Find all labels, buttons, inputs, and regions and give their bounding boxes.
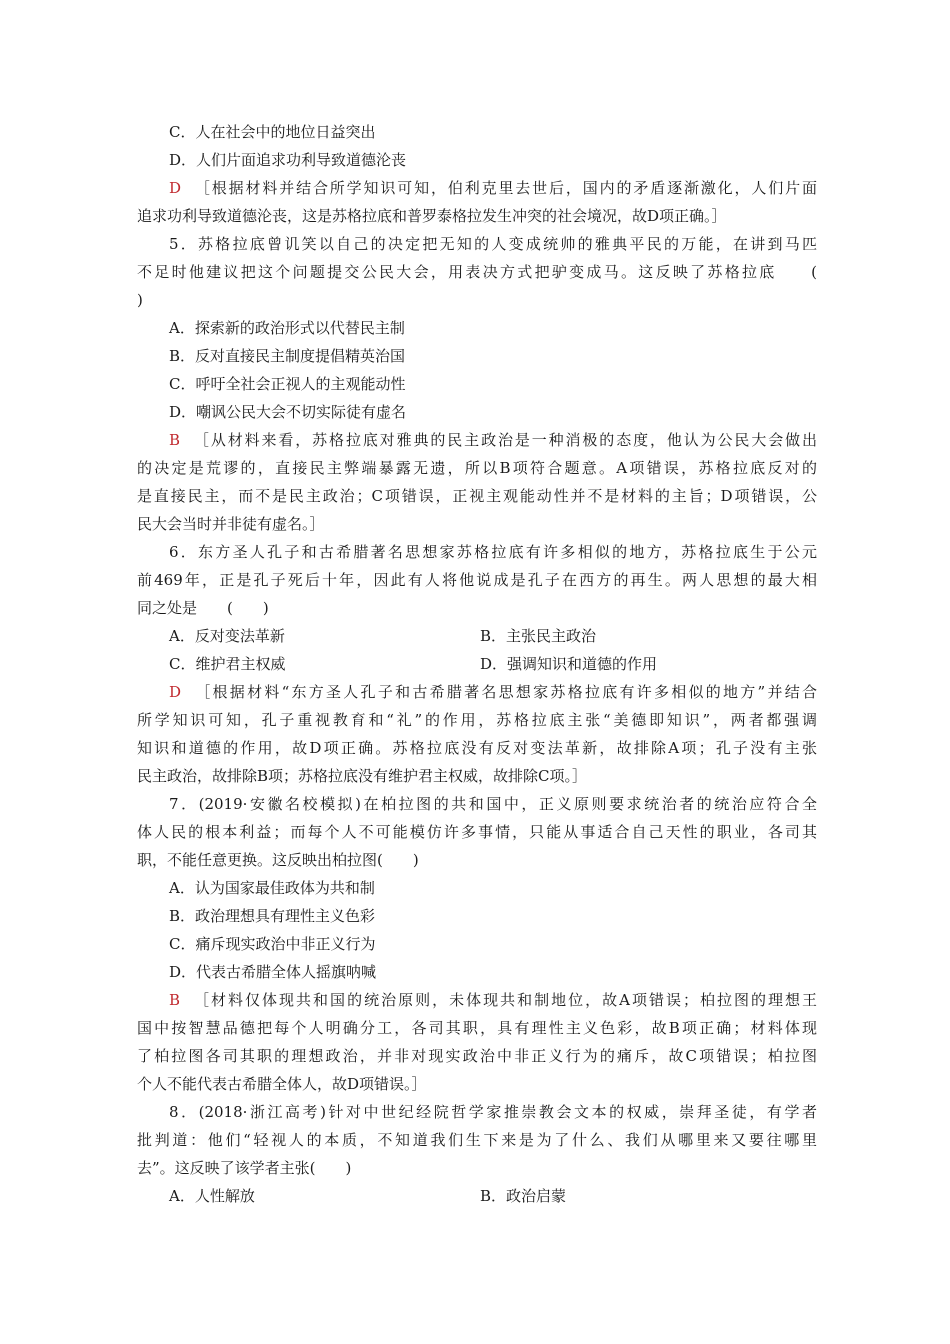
q6-options-row-2	[137, 650, 817, 678]
q7-option-c: C．痛斥现实政治中非正义行为	[169, 935, 376, 953]
q7-option-b: B．政治理想具有理性主义色彩	[169, 907, 376, 925]
q5-explanation-line: B ［从材料来看，苏格拉底对雅典的民主政治是一种消极的态度，他认为公民大会做出	[169, 431, 817, 449]
q7-stem-line: 职，不能任意更换。这反映出柏拉图( )	[137, 851, 419, 869]
q5-option-d: D．嘲讽公民大会不切实际徒有虚名	[169, 403, 407, 421]
q4-option-c: C．人在社会中的地位日益突出	[169, 123, 376, 141]
q6-answer: D	[169, 683, 182, 701]
q6-stem-line: 同之处是 ( )	[137, 599, 269, 617]
document-page	[137, 118, 817, 1210]
q7-answer: B	[169, 991, 181, 1009]
q7-stem-line: 体人民的根本利益；而每个人不可能模仿许多事情，只能从事适合自己天性的职业，各司其	[137, 823, 817, 841]
q5-option-b: B．反对直接民主制度提倡精英治国	[169, 347, 406, 365]
q6-stem-line: 前469年，正是孔子死后十年，因此有人将他说成是孔子在西方的再生。两人思想的最大相	[137, 571, 817, 589]
q4-answer: D	[169, 179, 182, 197]
q4-explanation-line: D ［根据材料并结合所学知识可知，伯利克里去世后，国内的矛盾逐渐激化，人们片面	[169, 179, 817, 197]
q8-stem-line: 批判道：他们“轻视人的本质，不知道我们生下来是为了什么、我们从哪里来又要往哪里	[137, 1131, 817, 1149]
q8-option-b: B．政治启蒙	[480, 1187, 567, 1205]
q8-stem-line: 8．(2018·浙江高考)针对中世纪经院哲学家推崇教会文本的权威，崇拜圣徒，有学者	[169, 1103, 817, 1121]
q5-explanation-line: 民大会当时并非徒有虚名。］	[137, 515, 325, 533]
q5-explanation-line: 是直接民主，而不是民主政治；C项错误，正视主观能动性并不是材料的主旨；D项错误，公	[137, 487, 817, 505]
q6-explanation-line: 民主政治，故排除B项；苏格拉底没有维护君主权威，故排除C项。］	[137, 767, 588, 785]
q7-stem-line: 7．(2019·安徽名校模拟)在柏拉图的共和国中，正义原则要求统治者的统治应符合全	[169, 795, 817, 813]
q5-stem-line: 不足时他建议把这个问题提交公民大会，用表决方式把驴变成马。这反映了苏格拉底 (	[137, 263, 817, 281]
q7-option-a: A．认为国家最佳政体为共和制	[169, 879, 375, 897]
q6-option-a: A．反对变法革新	[169, 627, 285, 645]
q5-explanation-line: 的决定是荒谬的，直接民主弊端暴露无遗，所以B项符合题意。A项错误，苏格拉底反对的	[137, 459, 817, 477]
q5-option-c: C．呼吁全社会正视人的主观能动性	[169, 375, 406, 393]
q7-explanation-line: B ［材料仅体现共和国的统治原则，未体现共和制地位，故A项错误；柏拉图的理想王	[169, 991, 817, 1009]
q6-explanation-line: D ［根据材料“东方圣人孔子和古希腊著名思想家苏格拉底有许多相似的地方”并结合	[169, 683, 817, 701]
q5-stem-line: 5．苏格拉底曾讥笑以自己的决定把无知的人变成统帅的雅典平民的万能，在讲到马匹	[169, 235, 817, 253]
q8-option-a: A．人性解放	[169, 1187, 255, 1205]
q5-stem-line: )	[137, 291, 143, 309]
q7-explanation-line: 个人不能代表古希腊全体人，故D项错误。］	[137, 1075, 427, 1093]
q5-option-a: A．探索新的政治形式以代替民主制	[169, 319, 405, 337]
q6-option-c: C．维护君主权威	[169, 655, 286, 673]
q8-stem-line: 去”。这反映了该学者主张( )	[137, 1159, 352, 1177]
q6-options-row-1	[137, 622, 817, 650]
q8-options-row-1	[137, 1182, 817, 1210]
q6-explanation-line: 所学知识可知，孔子重视教育和“礼”的作用，苏格拉底主张“美德即知识”，两者都强调	[137, 711, 817, 729]
q7-explanation-line: 国中按智慧品德把每个人明确分工，各司其职，具有理性主义色彩，故B项正确；材料体现	[137, 1019, 817, 1037]
q7-explanation-line: 了柏拉图各司其职的理想政治，并非对现实政治中非正义行为的痛斥，故C项错误；柏拉图	[137, 1047, 817, 1065]
q6-stem-line: 6．东方圣人孔子和古希腊著名思想家苏格拉底有许多相似的地方，苏格拉底生于公元	[169, 543, 817, 561]
q4-explanation-line: 追求功利导致道德沦丧，这是苏格拉底和普罗泰格拉发生冲突的社会境况，故D项正确。］	[137, 207, 727, 225]
q7-option-d: D．代表古希腊全体人摇旗呐喊	[169, 963, 377, 981]
q6-option-d: D．强调知识和道德的作用	[480, 655, 658, 673]
q6-option-b: B．主张民主政治	[480, 627, 597, 645]
q4-option-d: D．人们片面追求功利导致道德沦丧	[169, 151, 407, 169]
q5-answer: B	[169, 431, 181, 449]
q6-explanation-line: 知识和道德的作用，故D项正确。苏格拉底没有反对变法革新，故排除A项；孔子没有主张	[137, 739, 817, 757]
